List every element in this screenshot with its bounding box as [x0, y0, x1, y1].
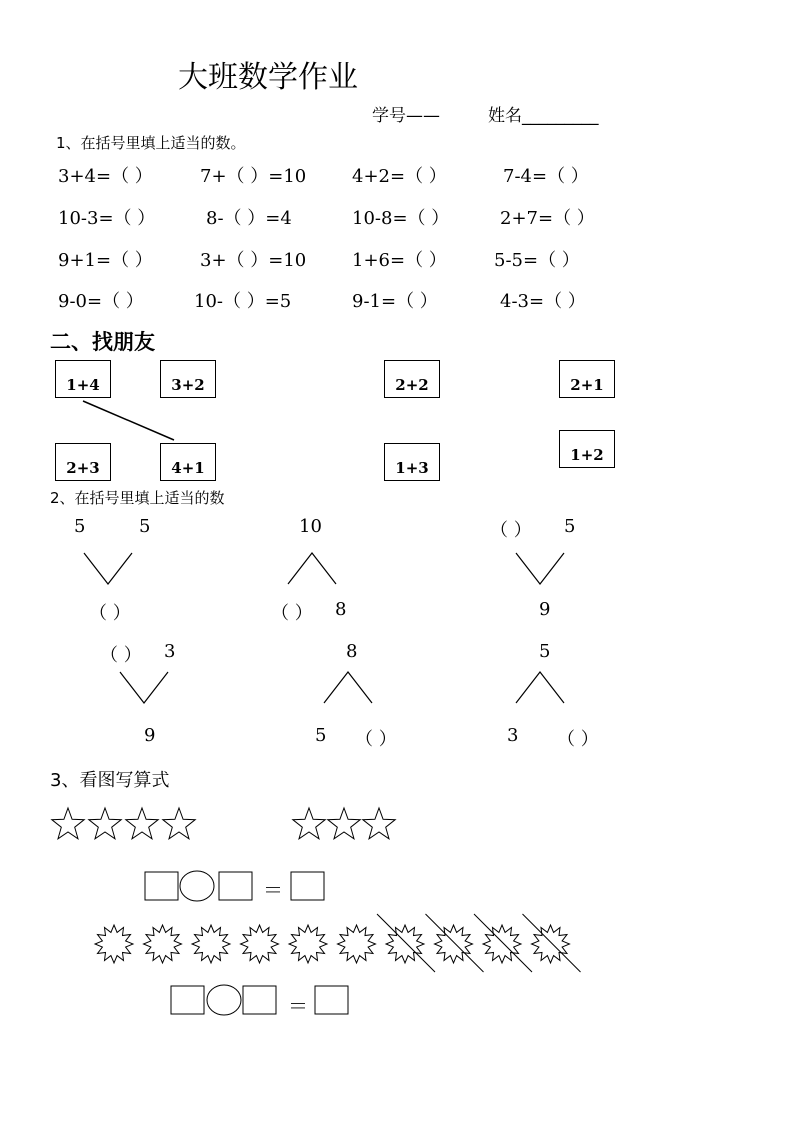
square-box[interactable] [315, 986, 348, 1014]
section3-heading: 2、在括号里填上适当的数 [50, 489, 225, 507]
star-group [293, 808, 395, 839]
circle-box[interactable] [207, 985, 241, 1015]
split-blank[interactable]: （ ） [355, 729, 397, 750]
equation: 7-4=（ ） [503, 166, 589, 187]
burst-icon [241, 925, 279, 963]
star-icon [126, 808, 158, 839]
split-number: 5 [74, 516, 86, 537]
split-number: 5 [564, 516, 576, 537]
burst-icon [386, 925, 424, 963]
star-group [52, 808, 195, 839]
star-icon [89, 808, 121, 839]
equation: 2+7=（ ） [500, 208, 595, 229]
equation: 7+（ ）=10 [200, 166, 307, 187]
equation: 5-5=（ ） [494, 250, 580, 271]
split-blank[interactable]: （ ） [89, 603, 131, 624]
cross-out-line [426, 914, 484, 972]
friend-box[interactable]: 2+3 [55, 443, 111, 481]
split-blank[interactable]: （ ） [557, 729, 599, 750]
equation: 9+1=（ ） [58, 250, 153, 271]
split-caret [324, 672, 372, 703]
burst-icon [483, 925, 521, 963]
split-number: 9 [144, 725, 156, 746]
burst-icon [532, 925, 570, 963]
burst-icon [338, 925, 376, 963]
split-blank[interactable]: （ ） [100, 645, 142, 666]
burst-icon [144, 925, 182, 963]
split-v [84, 553, 132, 584]
friend-box[interactable]: 2+2 [384, 360, 440, 398]
equation: 10-（ ）=5 [194, 291, 292, 312]
burst-group [95, 914, 581, 972]
cross-out-line [474, 914, 532, 972]
equation: 9-1=（ ） [352, 291, 438, 312]
split-v [120, 672, 168, 703]
equation: 10-8=（ ） [352, 208, 450, 229]
equation: 8-（ ）=4 [206, 208, 292, 229]
cross-out-line [523, 914, 581, 972]
star-icon [52, 808, 84, 839]
star-icon [293, 808, 325, 839]
circle-box[interactable] [180, 871, 214, 901]
split-number: 9 [539, 599, 551, 620]
section1-heading: 1、在括号里填上适当的数。 [56, 134, 246, 152]
section4-heading: 3、看图写算式 [50, 770, 170, 791]
split-v [516, 553, 564, 584]
equation: 10-3=（ ） [58, 208, 156, 229]
square-box[interactable] [171, 986, 204, 1014]
square-box[interactable] [219, 872, 252, 900]
page-title: 大班数学作业 [178, 60, 358, 95]
split-number: 5 [139, 516, 151, 537]
equation: 3+（ ）=10 [200, 250, 307, 271]
burst-icon [95, 925, 133, 963]
split-number: 5 [539, 641, 551, 662]
split-number: 5 [315, 725, 327, 746]
split-number: 8 [346, 641, 358, 662]
split-number: 10 [299, 516, 322, 537]
burst-icon [289, 925, 327, 963]
split-number: 3 [164, 641, 176, 662]
friend-box[interactable]: 2+1 [559, 360, 615, 398]
square-box[interactable] [243, 986, 276, 1014]
friend-box[interactable]: 1+3 [384, 443, 440, 481]
square-box[interactable] [291, 872, 324, 900]
friend-box[interactable]: 3+2 [160, 360, 216, 398]
star-icon [163, 808, 195, 839]
split-lines [84, 553, 564, 703]
friend-box[interactable]: 1+4 [55, 360, 111, 398]
split-caret [288, 553, 336, 584]
student-number-label[interactable]: 学号—— [372, 106, 440, 126]
equation: 9-0=（ ） [58, 291, 144, 312]
star-icon [363, 808, 395, 839]
equals-sign: ＝ [263, 878, 283, 902]
equation: 4-3=（ ） [500, 291, 586, 312]
burst-icon [192, 925, 230, 963]
equals-sign: ＝ [288, 994, 308, 1018]
burst-icon [435, 925, 473, 963]
section2-heading: 二、找朋友 [50, 330, 155, 354]
split-number: 3 [507, 725, 519, 746]
split-caret [516, 672, 564, 703]
split-number: 8 [335, 599, 347, 620]
equation: 1+6=（ ） [352, 250, 447, 271]
split-blank[interactable]: （ ） [271, 603, 313, 624]
equation: 4+2=（ ） [352, 166, 447, 187]
name-field-label[interactable]: 姓名_________ [488, 106, 599, 126]
friend-box[interactable]: 4+1 [160, 443, 216, 481]
square-box[interactable] [145, 872, 178, 900]
equation: 3+4=（ ） [58, 166, 153, 187]
cross-out-line [377, 914, 435, 972]
match-line[interactable] [83, 401, 174, 440]
friend-box[interactable]: 1+2 [559, 430, 615, 468]
split-blank[interactable]: （ ） [490, 520, 532, 541]
star-icon [328, 808, 360, 839]
